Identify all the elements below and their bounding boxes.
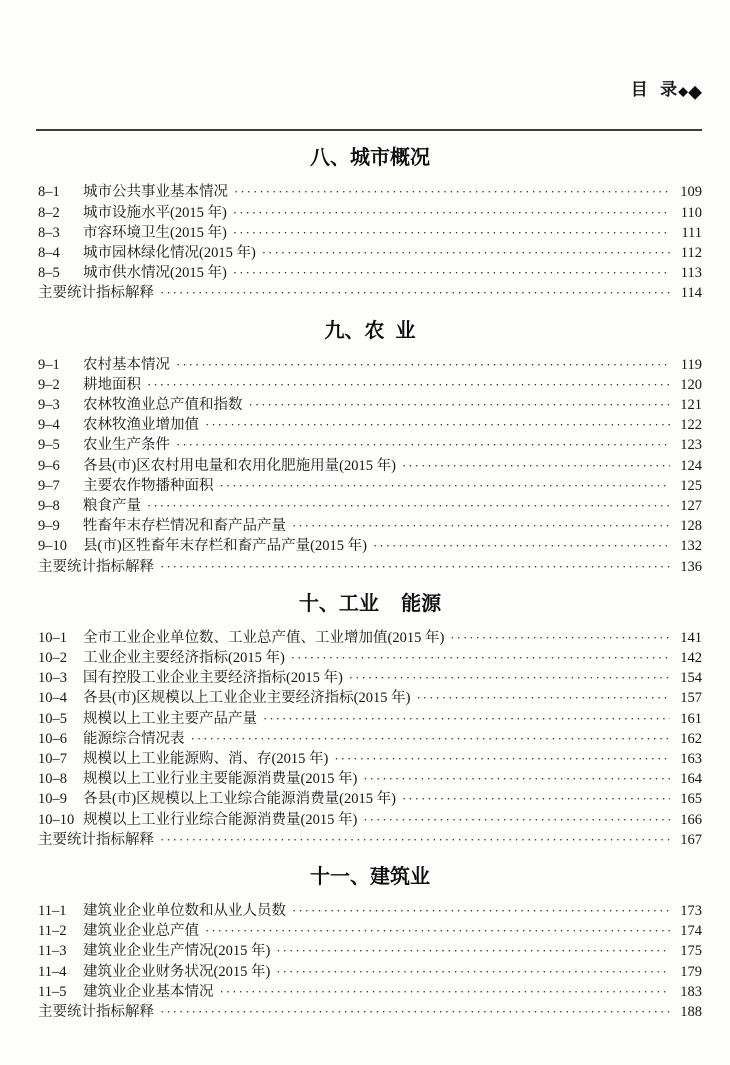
toc-entry xyxy=(38,729,702,749)
entry-page-number: 164 xyxy=(680,771,702,788)
entry-title: 规模以上工业行业综合能源消费量(2015 年) xyxy=(83,811,358,828)
entry-page-number: 157 xyxy=(680,690,702,707)
toc-entry xyxy=(38,789,702,809)
entry-number: 9–2 xyxy=(38,376,60,393)
toc-rows xyxy=(38,901,702,1022)
toc-entry xyxy=(38,435,702,455)
dot-leader xyxy=(402,456,670,476)
entry-page-number: 121 xyxy=(680,396,702,413)
entry-page-number: 166 xyxy=(680,811,702,828)
entry-title: 农业生产条件 xyxy=(83,437,170,454)
entry-title: 各县(市)区规模以上工业综合能源消费量(2015 年) xyxy=(83,791,396,808)
toc-entry xyxy=(38,182,702,202)
toc-entry xyxy=(38,557,702,577)
running-head xyxy=(36,0,702,131)
entry-number: 9–5 xyxy=(38,437,60,454)
section-title: 八、城市概况 xyxy=(310,147,430,170)
dot-leader xyxy=(334,749,670,769)
dot-leader xyxy=(349,668,670,688)
entry-number: 10–4 xyxy=(38,690,67,707)
toc-entry xyxy=(38,668,702,688)
entry-page-number: 113 xyxy=(680,265,702,282)
dot-leader xyxy=(363,810,670,830)
dot-leader xyxy=(291,648,670,668)
dot-leader xyxy=(373,536,670,556)
entry-number: 10–9 xyxy=(38,791,67,808)
entry-title: 规模以上工业能源购、消、存(2015 年) xyxy=(83,751,329,767)
entry-page-number: 125 xyxy=(680,477,702,494)
entry-page-number: 112 xyxy=(680,244,702,261)
toc-entry xyxy=(38,769,702,789)
toc-entry xyxy=(38,415,702,435)
entry-title: 规模以上工业行业主要能源消费量(2015 年) xyxy=(83,771,358,788)
toc-entry xyxy=(38,921,702,941)
toc-entry xyxy=(38,628,702,648)
toc-section xyxy=(38,318,702,577)
entry-page-number: 128 xyxy=(680,518,702,535)
entry-title: 建筑业企业财务状况(2015 年) xyxy=(83,963,271,980)
dot-leader xyxy=(191,729,671,749)
toc-rows xyxy=(38,628,702,850)
entry-page-number: 183 xyxy=(680,983,702,1000)
entry-page-number: 120 xyxy=(680,376,702,393)
toc-entry xyxy=(38,496,702,516)
diamond-icon: ◆ xyxy=(678,83,689,99)
entry-page-number: 132 xyxy=(680,538,702,555)
entry-title: 农林牧渔业总产值和指数 xyxy=(83,396,243,413)
toc-entry xyxy=(38,243,702,263)
entry-number: 9–9 xyxy=(38,518,60,535)
toc-entry xyxy=(38,749,702,769)
toc-entry xyxy=(38,456,702,476)
entry-title: 主要统计指标解释 xyxy=(38,1004,154,1021)
entry-page-number: 109 xyxy=(680,184,702,201)
entry-title: 主要农作物播种面积 xyxy=(83,477,214,494)
entry-page-number: 154 xyxy=(680,670,702,687)
toc-section xyxy=(38,864,702,1022)
entry-number: 10–10 xyxy=(38,811,75,828)
entry-title: 能源综合情况表 xyxy=(83,730,185,747)
entry-number: 8–5 xyxy=(38,265,60,282)
entry-number: 10–1 xyxy=(38,629,67,646)
toc-section xyxy=(38,591,702,850)
entry-title: 各县(市)区规模以上工业企业主要经济指标(2015 年) xyxy=(83,690,411,707)
dot-leader xyxy=(176,355,670,375)
entry-page-number: 124 xyxy=(680,457,702,474)
entry-page-number: 174 xyxy=(680,923,702,940)
entry-page-number: 173 xyxy=(680,903,702,920)
section-title: 十、工业 能源 xyxy=(298,592,442,615)
entry-number: 11–3 xyxy=(38,943,67,960)
dot-leader xyxy=(176,435,670,455)
toc-entry xyxy=(38,1002,702,1022)
dot-leader xyxy=(363,769,670,789)
dot-leader xyxy=(233,223,670,243)
entry-number: 11–5 xyxy=(38,983,67,1000)
dot-leader xyxy=(402,789,670,809)
toc-rows xyxy=(38,182,702,303)
toc-entry xyxy=(38,688,702,708)
entry-number: 11–4 xyxy=(38,963,67,980)
running-head-title: 目 录 xyxy=(630,80,679,99)
toc-entry xyxy=(38,476,702,496)
dot-leader xyxy=(205,921,670,941)
toc-entry xyxy=(38,375,702,395)
entry-number: 10–3 xyxy=(38,670,67,687)
entry-page-number: 179 xyxy=(680,963,702,980)
entry-page-number: 111 xyxy=(681,224,702,241)
toc-entry xyxy=(38,810,702,830)
entry-title: 规模以上工业主要产品产量 xyxy=(83,710,257,727)
toc-entry xyxy=(38,395,702,415)
entry-title: 城市供水情况(2015 年) xyxy=(83,265,227,282)
toc-entry xyxy=(38,901,702,921)
dot-leader xyxy=(262,243,670,263)
dot-leader xyxy=(292,901,670,921)
dot-leader xyxy=(205,415,670,435)
toc-entry xyxy=(38,223,702,243)
entry-number: 10–8 xyxy=(38,771,67,788)
entry-title: 耕地面积 xyxy=(83,376,141,393)
entry-number: 9–1 xyxy=(38,356,60,373)
entry-title: 建筑业企业单位数和从业人员数 xyxy=(83,903,286,920)
entry-title: 城市园林绿化情况(2015 年) xyxy=(83,244,256,261)
dot-leader xyxy=(234,182,670,202)
toc-entry xyxy=(38,263,702,283)
entry-number: 9–7 xyxy=(38,477,60,494)
toc-entry xyxy=(38,962,702,982)
dot-leader xyxy=(220,982,671,1002)
entry-title: 城市公共事业基本情况 xyxy=(83,184,228,201)
dot-leader xyxy=(276,941,670,961)
entry-title: 建筑业企业生产情况(2015 年) xyxy=(83,943,271,960)
entry-number: 11–2 xyxy=(38,923,67,940)
entry-title: 全市工业企业单位数、工业总产值、工业增加值(2015 年) xyxy=(83,629,445,646)
diamond-icon: ◆ xyxy=(688,81,702,102)
entry-title: 主要统计指标解释 xyxy=(38,831,154,848)
entry-page-number: 162 xyxy=(680,730,702,747)
entry-page-number: 136 xyxy=(680,558,702,575)
toc-body xyxy=(38,145,702,1022)
entry-page-number: 122 xyxy=(680,417,702,434)
entry-title: 工业企业主要经济指标(2015 年) xyxy=(83,649,285,666)
dot-leader xyxy=(416,688,670,708)
entry-page-number: 175 xyxy=(680,943,702,960)
entry-title: 城市设施水平(2015 年) xyxy=(83,204,227,221)
dot-leader xyxy=(233,203,670,223)
entry-page-number: 165 xyxy=(680,791,702,808)
entry-title: 粮食产量 xyxy=(83,497,141,514)
entry-number: 9–10 xyxy=(38,538,67,555)
entry-page-number: 123 xyxy=(680,437,702,454)
entry-title: 主要统计指标解释 xyxy=(38,558,154,575)
section-title: 十一、建筑业 xyxy=(310,866,430,889)
entry-title: 国有控股工业企业主要经济指标(2015 年) xyxy=(83,670,343,687)
entry-number: 10–5 xyxy=(38,710,67,727)
entry-number: 8–3 xyxy=(38,224,60,241)
dot-leader xyxy=(147,496,670,516)
dot-leader xyxy=(263,709,670,729)
entry-title: 县(市)区牲畜年末存栏和畜产品产量(2015 年) xyxy=(83,538,367,555)
entry-title: 各县(市)区农村用电量和农用化肥施用量(2015 年) xyxy=(83,457,396,474)
entry-title: 农林牧渔业增加值 xyxy=(83,417,199,434)
dot-leader xyxy=(233,263,670,283)
entry-number: 8–1 xyxy=(38,184,60,201)
toc-rows xyxy=(38,355,702,577)
entry-title: 建筑业企业总产值 xyxy=(83,923,199,940)
entry-page-number: 163 xyxy=(680,751,702,767)
section-title: 九、农 业 xyxy=(324,319,416,342)
toc-entry xyxy=(38,648,702,668)
entry-title: 农村基本情况 xyxy=(83,356,170,373)
entry-number: 10–6 xyxy=(38,730,67,747)
toc-entry xyxy=(38,203,702,223)
entry-title: 市容环境卫生(2015 年) xyxy=(83,224,227,241)
toc-entry xyxy=(38,941,702,961)
entry-number: 9–6 xyxy=(38,457,60,474)
entry-number: 8–2 xyxy=(38,204,60,221)
entry-number: 8–4 xyxy=(38,244,60,261)
entry-page-number: 127 xyxy=(680,497,702,514)
dot-leader xyxy=(450,628,670,648)
toc-section xyxy=(38,145,702,303)
dot-leader xyxy=(147,375,670,395)
entry-number: 11–1 xyxy=(38,903,67,920)
dot-leader xyxy=(160,283,670,303)
dot-leader xyxy=(220,476,671,496)
entry-number: 10–2 xyxy=(38,649,67,666)
entry-page-number: 114 xyxy=(680,285,702,302)
entry-page-number: 188 xyxy=(680,1004,702,1021)
dot-leader xyxy=(292,516,670,536)
toc-entry xyxy=(38,709,702,729)
toc-entry xyxy=(38,283,702,303)
entry-number: 10–7 xyxy=(38,751,67,767)
dot-leader xyxy=(160,557,670,577)
entry-title: 牲畜年末存栏情况和畜产品产量 xyxy=(83,518,286,535)
toc-entry xyxy=(38,830,702,850)
entry-title: 主要统计指标解释 xyxy=(38,285,154,302)
entry-page-number: 161 xyxy=(680,710,702,727)
entry-page-number: 167 xyxy=(680,831,702,848)
entry-title: 建筑业企业基本情况 xyxy=(83,983,214,1000)
entry-page-number: 119 xyxy=(680,356,702,373)
dot-leader xyxy=(160,1002,670,1022)
entry-number: 9–8 xyxy=(38,497,60,514)
toc-entry xyxy=(38,355,702,375)
toc-entry xyxy=(38,982,702,1002)
dot-leader xyxy=(160,830,670,850)
entry-number: 9–3 xyxy=(38,396,60,413)
toc-entry xyxy=(38,516,702,536)
dot-leader xyxy=(276,962,670,982)
toc-entry xyxy=(38,536,702,556)
entry-page-number: 142 xyxy=(680,649,702,666)
entry-page-number: 141 xyxy=(680,629,702,646)
entry-page-number: 110 xyxy=(680,204,702,221)
dot-leader xyxy=(249,395,671,415)
entry-number: 9–4 xyxy=(38,417,60,434)
